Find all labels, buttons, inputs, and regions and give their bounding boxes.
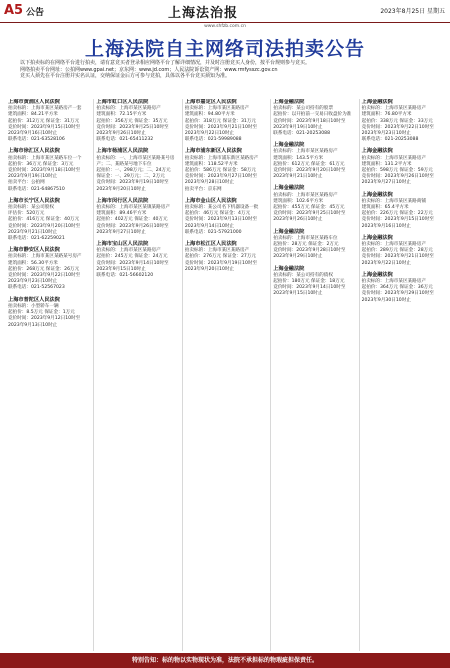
court-name: 上海市静安区人民法院 [8,247,60,254]
intro-paragraph: 网络拍卖平台网址：公拍网www.gpai.net；京东网：www.jd.com；人民法院诉讼资产网：www.rmfysszc.gov.cn [20,66,278,73]
notice-line: 拍卖标的：上海市某区某路房产一套 [8,106,82,112]
page-number: A5 [4,3,24,18]
notice-line: 拍卖标的：某公司持有的债权 [273,272,333,278]
notice-line: 联系电话：021-64867510 [8,186,65,192]
auction-notice [362,99,444,143]
court-name: 上海金融法院 [361,99,393,105]
intro-text [10,60,440,80]
notice-line: 竞价时间：2023年9月25日10时至2023年9月26日10时止 [273,211,346,223]
notice-line: 竞价时间：2023年9月12日10时至2023年9月13日10时止 [8,316,81,328]
notice-line: 拍卖平台：公拍网 [8,180,45,186]
notice-line: 联系电话：021-65411232 [96,137,154,143]
notice-line: 建筑面积：84.21平方米 [8,112,58,118]
notice-line: 竞价时间：2023年9月22日10时至2023年9月23日10时止 [361,124,434,137]
auction-notice [8,148,90,192]
notice-line: 拍卖标的：一、上海市某区某路某号房产；二、某路某号地下车位 [96,155,175,167]
notice-line: 联系电话：021-56602120 [96,273,154,279]
court-name: 上海市闵行区人民法院 [96,197,149,204]
notice-line: 拍卖标的：上海市浦东新区某路房产 [184,155,259,161]
notice-line: 起拍价：36万元 保证金：3万元 [8,161,74,167]
notice-line: 起拍价：402万元 保证金：40万元 [96,217,168,223]
notice-line: 联系电话：021-20253088 [361,137,419,143]
notice-line: 起拍价：356万元 保证金：35万元 [96,118,168,124]
auction-notice [273,229,355,261]
notice-line: 起拍价：8.5万元 保证金：1万元 [8,310,75,316]
notice-line: 起拍价：289万元 保证金：28万元 [361,248,433,254]
court-name: 上海市浦东新区人民法院 [184,148,242,155]
notice-line: 拍卖平台：京东网 [184,186,222,192]
notice-line: 起拍价：312万元 保证金：31万元 [8,118,80,124]
notice-line: 建筑面积：118.52平方米 [184,161,238,167]
auction-notice [362,272,444,304]
auction-notice [8,99,90,143]
notice-line: 建筑面积：89.46平方米 [96,211,147,217]
court-name: 上海金融法院 [273,185,305,192]
notice-line: 拍卖标的：上海市某区某路房产 [184,248,250,254]
notice-line: 拍卖标的：上海市某区某镇某路房产 [96,205,170,211]
footer-notice: 特别告知：标的物以实物现状为准，法院不承担标的物瑕疵担保责任。 [0,653,450,668]
notice-line: 竞价时间：2023年9月15日10时至2023年9月16日10时止 [8,124,81,137]
notice-line: 起拍价：46万元 保证金：4万元 [184,211,251,217]
notice-line: 起拍价：416万元 保证金：40万元 [8,217,80,223]
notice-line: 竞价时间：2023年9月13日10时至2023年9月14日10时止 [184,217,258,229]
auction-notice [273,266,355,298]
notice-line: 拍卖标的：上海市某区某路房产 [96,106,161,112]
auction-notice [362,192,444,230]
court-name: 上海金融法院 [273,142,305,149]
auction-notice [8,198,90,242]
notice-line: 保证金：一、29万元；二、2万元 [96,174,165,180]
notice-line: 起拍价：226万元 保证金：22万元 [361,211,433,217]
notice-line: 建筑面积：131.2平方米 [361,161,412,167]
notice-line: 拍卖标的：某公司股权 [8,205,54,211]
notice-line: 竞价时间：2023年9月21日10时至2023年9月22日10时止 [361,254,434,266]
notice-line: 起拍价：28万元 保证金：2万元 [273,242,339,248]
notice-line: 竞价时间：2023年9月14日10时至2023年9月15日10时止 [96,260,169,272]
newspaper-masthead: 上海法治报 [168,6,239,21]
notice-line: 起拍价：268万元 保证金：26万元 [8,266,80,272]
notice-line: 竞价时间：2023年9月19日10时至2023年9月20日10时止 [96,180,169,192]
intro-paragraph: 竞买人须先在平台注册并实名认证，交纳保证金后方可参与竞拍，具体以各平台竞买须知为准。 [20,73,231,80]
issue-date: 2023年8月25日 星期五 [380,8,445,15]
notice-line: 竞价时间：2023年9月25日10时至2023年9月26日10时止 [96,124,169,137]
intro-paragraph: 以下拍卖标的在网络平台进行拍卖，请有意竞买者登录相应网络平台了解详细情况，并及时注册竞买人身份，按平台规则参与竞买。 [20,60,311,66]
notice-line: 竞价时间：2023年9月18日10时至2023年9月19日10时止 [273,118,346,130]
auction-notice [185,148,267,192]
auction-notice [96,99,178,143]
notice-line: 起拍价：以开拍前一交易日收盘价为准 [273,112,352,118]
notice-line: 竞价时间：2023年9月27日10时至2023年9月28日10时止 [184,174,258,186]
court-name: 上海金融法院 [361,148,393,155]
court-name: 上海金融法院 [361,191,393,198]
notice-line: 竞价时间：2023年9月20日10时至2023年9月21日10时止 [273,168,346,180]
notice-line: 拍卖标的：小型轿车一辆 [8,303,59,309]
court-name: 上海市宝山区人民法院 [96,241,149,248]
notice-column [270,99,355,651]
court-name: 上海市徐汇区人民法院 [8,148,60,155]
notice-line: 建筑面积：94.80平方米 [184,112,235,118]
notice-line: 起拍价：586万元 保证金：58万元 [184,168,257,174]
notice-line: 拍卖标的：上海市某区某路房产 [361,279,426,285]
page-header [0,0,450,23]
court-name: 上海金融法院 [273,265,305,272]
notice-line: 竞价时间：2023年9月15日10时至2023年9月16日10时止 [361,217,434,229]
notice-line: 拍卖标的：上海市某区某路车位一个 [8,155,82,161]
notice-line: 起拍价：455万元 保证金：45万元 [273,205,345,211]
notice-line: 建筑面积：72.15平方米 [96,112,147,118]
court-name: 上海市普陀区人民法院 [8,296,60,303]
notice-line: 拍卖标的：上海市某区某路房产 [361,106,426,112]
notice-line: 竞价时间：2023年9月19日10时至2023年9月20日10时止 [184,260,258,272]
notice-line: 建筑面积：76.80平方米 [361,112,412,118]
notice-line: 拍卖标的：上海市某区某路车位 [273,235,338,241]
notice-line: 竞价时间：2023年9月29日10时至2023年9月30日10时止 [361,291,434,303]
auction-notice [96,241,178,279]
auction-notice [362,148,444,186]
auction-notice [8,247,90,291]
auction-notice [96,148,178,192]
court-name: 上海金融法院 [361,234,393,241]
notice-line: 联系电话：021-63528106 [8,137,65,143]
court-name: 上海市金山区人民法院 [184,197,237,204]
notice-line: 起拍价：338万元 保证金：33万元 [361,118,433,124]
notice-column [182,99,267,651]
court-name: 上海金融法院 [273,228,305,235]
notice-line: 竞价时间：2023年9月22日10时至2023年9月23日10时止 [8,273,81,285]
court-name: 上海市黄浦区人民法院 [8,99,60,105]
notice-line: 竞价时间：2023年9月28日10时至2023年9月29日10时止 [273,248,346,260]
auction-notice [362,235,444,267]
notice-line: 拍卖标的：上海市某区某路房产 [273,149,338,155]
notice-line: 建筑面积：143.5平方米 [273,155,324,161]
notice-line: 起拍价：318万元 保证金：31万元 [184,118,257,124]
notice-line: 竞价时间：2023年9月20日10时至2023年9月21日10时止 [8,223,81,235]
notice-line: 拍卖标的：上海市某区某路房产 [96,248,161,254]
notice-line: 竞价时间：2023年9月21日10时至2023年9月22日10时止 [184,124,258,137]
notice-column [359,99,444,651]
notice-line: 建筑面积：102.6平方米 [273,198,324,204]
court-name: 上海市嘉定区人民法院 [184,99,237,105]
auction-notice [185,241,267,273]
notice-line: 拍卖标的：某公司名下机器设备一批 [184,205,259,211]
notice-line: 联系电话：021-20253088 [273,131,330,137]
auction-notice [185,198,267,236]
notice-line: 起拍价：612万元 保证金：61万元 [273,161,345,167]
notice-line: 拍卖标的：上海市某区某路商铺 [361,198,426,204]
notice-line: 联系电话：021-57921000 [184,229,242,235]
notice-line: 拍卖标的：上海市某区某路某号房产 [8,254,82,260]
auction-notice [273,142,355,180]
notice-line: 拍卖标的：上海市某区某路房产 [361,155,426,161]
court-name: 上海市松江区人民法院 [184,241,237,248]
notice-line: 拍卖标的：某公司持有的股票 [273,106,333,112]
court-name: 上海市杨浦区人民法院 [96,148,149,155]
site-url: www.shfzb.com.cn [204,24,246,29]
notice-line: 起拍价：598万元 保证金：59万元 [361,168,433,174]
auction-notice [273,185,355,223]
notice-line: 竞价时间：2023年9月26日10时至2023年9月27日10时止 [361,174,434,186]
notice-line: 拍卖标的：上海市某区某路房产 [361,242,426,248]
court-name: 上海金融法院 [361,271,393,278]
notice-line: 拍卖标的：上海市某区某路房产 [184,106,250,112]
notice-line: 起拍价：276万元 保证金：27万元 [184,254,257,260]
notice-line: 起拍价：245万元 保证金：24万元 [96,254,168,260]
notice-line: 起拍价：180万元 保证金：18万元 [273,279,345,285]
page-title: 上海法院自主网络司法拍卖公告 [84,38,365,60]
notice-line: 竞价时间：2023年9月14日10时至2023年9月15日10时止 [273,285,346,297]
court-name: 上海市长宁区人民法院 [8,197,60,204]
notice-column [93,99,178,651]
notice-line: 建筑面积：65.4平方米 [361,205,409,211]
notice-line: 竞价时间：2023年9月18日10时至2023年9月19日10时止 [8,168,81,180]
notice-columns [6,99,444,651]
auction-notice [273,99,355,137]
section-label: 公告 [26,8,45,18]
notice-column [6,99,90,651]
court-name: 上海市虹口区人民法院 [96,99,149,105]
auction-notice [185,99,267,143]
auction-notice [96,198,178,236]
notice-line: 拍卖标的：上海市某区某路房产 [273,192,338,198]
notice-line: 联系电话：021-59989088 [184,137,242,143]
court-name: 上海金融法院 [273,99,305,105]
notice-line: 联系电话：021-52567023 [8,285,65,291]
notice-line: 起拍价：364万元 保证金：36万元 [361,285,433,291]
notice-line: 联系电话：021-62259021 [8,236,65,242]
notice-line: 竞价时间：2023年9月26日10时至2023年9月27日10时止 [96,223,169,235]
notice-line: 评估价：520万元 [8,211,45,217]
notice-line: 建筑面积：56.30平方米 [8,260,58,266]
notice-line: 起拍价：一、298万元；二、24万元 [96,168,171,174]
auction-notice [8,297,90,329]
